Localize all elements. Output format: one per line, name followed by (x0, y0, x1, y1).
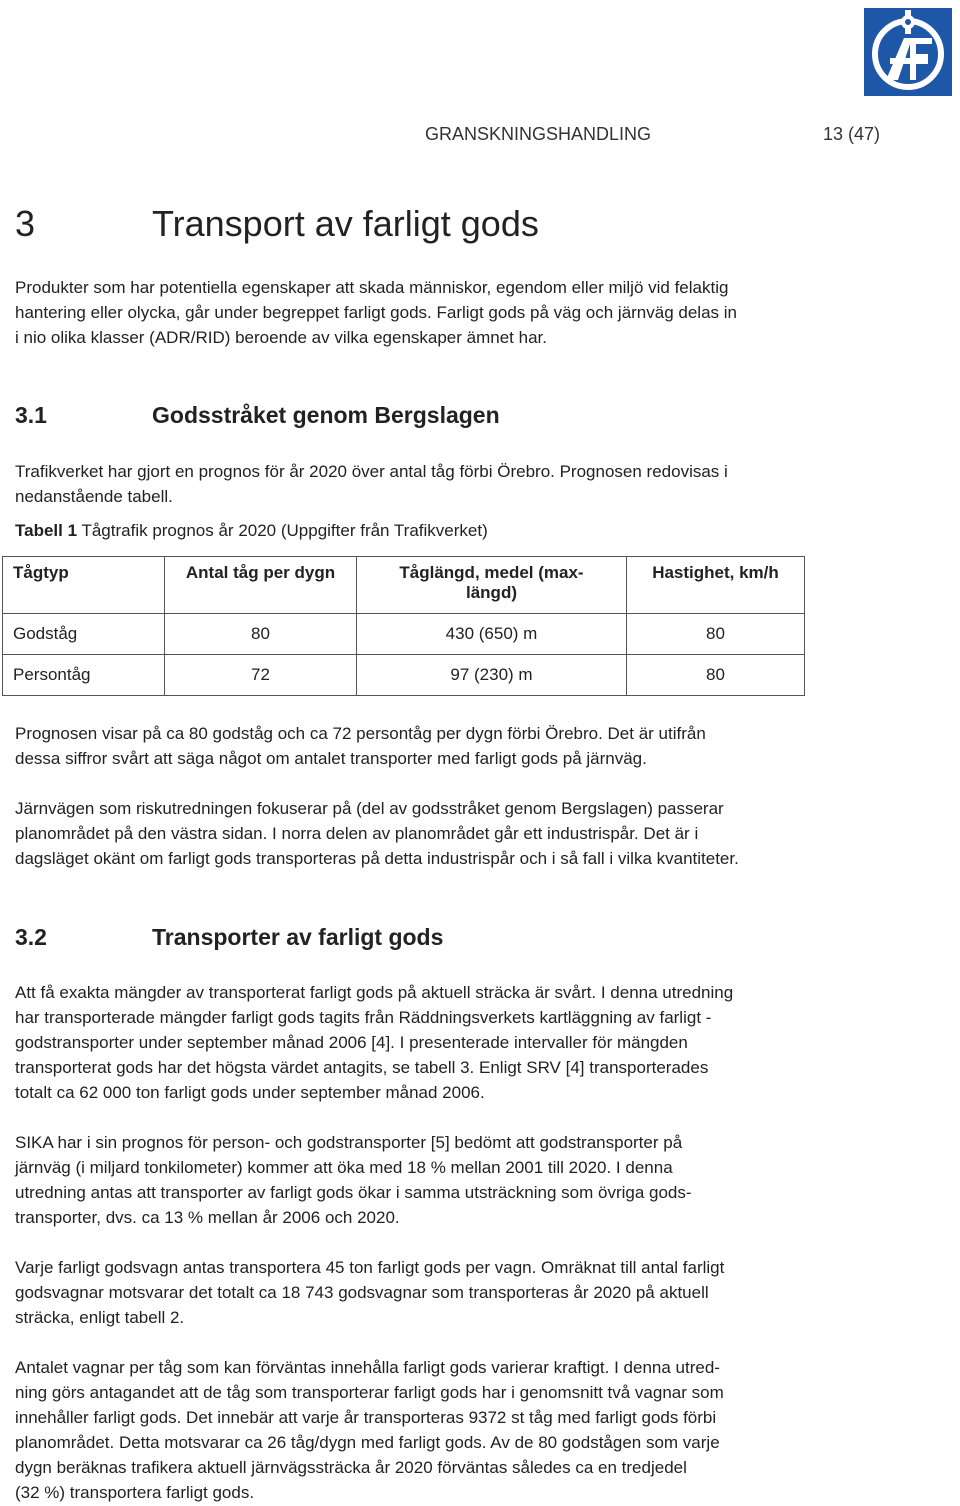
text-line: har transporterade mängder farligt gods tagits från Räddningsverkets kartläggning av farligt - (15, 1008, 712, 1027)
text-line: godsvagnar motsvarar det totalt ca 18 743 godsvagnar som transporteras år 2020 på aktuell (15, 1283, 709, 1302)
header-cell-line: längd) (466, 583, 517, 602)
table-caption-label: Tabell 1 (15, 521, 78, 540)
table-cell: 80 (627, 614, 805, 655)
text-line: Trafikverket har gjort en prognos för år 2020 över antal tåg förbi Örebro. Prognosen redovisas i (15, 462, 728, 481)
text-line: sträcka, enligt tabell 2. (15, 1308, 185, 1327)
document-status: GRANSKNINGSHANDLING (425, 124, 652, 144)
header-cell-line: Tåglängd, medel (max- (399, 563, 584, 582)
table-cell: 80 (627, 655, 805, 696)
text-line: (32 %) transportera farligt gods. (15, 1483, 255, 1502)
text-line: Varje farligt godsvagn antas transportera 45 ton farligt gods per vagn. Omräknat till antal farligt (15, 1258, 725, 1277)
paragraph (15, 1130, 835, 1230)
header-cell (357, 557, 627, 614)
subsection-number: 3.2 (15, 924, 47, 950)
text-line: planområdet på den västra sidan. I norra delen av planområdet går ett industrispår. Det är i (15, 824, 699, 843)
text-line: planområdet. Detta motsvarar ca 26 tåg/dygn med farligt gods. Av de 80 godstågen som varje (15, 1433, 720, 1452)
table-header-row (3, 557, 805, 614)
text-line: nedanstående tabell. (15, 487, 173, 506)
table-cell: 430 (650) m (357, 614, 627, 655)
section-number: 3 (15, 203, 36, 244)
text-line: Järnvägen som riskutredningen fokuserar på (del av godsstråket genom Bergslagen) passerar (15, 799, 724, 818)
subsection-number: 3.1 (15, 402, 47, 428)
intro-paragraph (15, 275, 835, 350)
paragraph (15, 459, 835, 509)
table-cell: Godståg (3, 614, 165, 655)
text-line: transporterat gods har det högsta värdet antagits, se tabell 3. Enligt SRV [4] transporterades (15, 1058, 709, 1077)
table-cell: Persontåg (3, 655, 165, 696)
text-line: Prognosen visar på ca 80 godståg och ca 72 persontåg per dygn förbi Örebro. Det är utifrån (15, 724, 706, 743)
paragraph (15, 1255, 835, 1330)
text-line: Produkter som har potentiella egenskaper att skada människor, egendom eller miljö vid felaktig (15, 278, 729, 297)
text-line: i nio olika klasser (ADR/RID) beroende av vilka egenskaper ämnet har. (15, 328, 547, 347)
text-line: dygn beräknas trafikera aktuell järnvägssträcka år 2020 förväntas således ca en tredjedel (15, 1458, 687, 1477)
train-forecast-table (2, 556, 805, 696)
text-line: dessa siffror svårt att säga något om antalet transporter med farligt gods på järnväg. (15, 749, 647, 768)
paragraph (15, 1355, 835, 1505)
paragraph (15, 721, 835, 771)
table-cell: 80 (165, 614, 357, 655)
afconsult-logo-icon (864, 8, 952, 96)
text-line: järnväg (i miljard tonkilometer) kommer att öka med 18 % mellan 2001 till 2020. I denna (15, 1158, 673, 1177)
text-line: ning görs antagandet att de tåg som transporterar farligt gods har i genomsnitt två vagnar som (15, 1383, 724, 1402)
paragraph (15, 796, 835, 871)
page-title: Transport av farligt gods (152, 203, 539, 244)
table-caption-text: Tågtrafik prognos år 2020 (Uppgifter från Trafikverket) (77, 521, 488, 540)
table-caption (15, 521, 488, 541)
header-cell: Tågtyp (3, 557, 165, 614)
page-number: 13 (47) (823, 124, 881, 144)
subsection-title: Godsstråket genom Bergslagen (152, 402, 500, 428)
text-line: transporter, dvs. ca 13 % mellan år 2006 och 2020. (15, 1208, 400, 1227)
text-line: innehåller farligt gods. Det innebär att varje år transporteras 9372 st tåg med farligt gods förbi (15, 1408, 717, 1427)
text-line: Antalet vagnar per tåg som kan förväntas innehålla farligt gods varierar kraftigt. I denna utred- (15, 1358, 720, 1377)
table-cell: 72 (165, 655, 357, 696)
table-row (3, 614, 805, 655)
header-cell: Hastighet, km/h (627, 557, 805, 614)
table-cell: 97 (230) m (357, 655, 627, 696)
text-line: godstransporter under september månad 2006 [4]. I presenterade intervaller för mängden (15, 1033, 688, 1052)
text-line: hantering eller olycka, går under begreppet farligt gods. Farligt gods på väg och järnväg delas in (15, 303, 737, 322)
header-cell: Antal tåg per dygn (165, 557, 357, 614)
text-line: dagsläget okänt om farligt gods transporteras på detta industrispår och i så fall i vilka kvantiteter. (15, 849, 739, 868)
table-row (3, 655, 805, 696)
text-line: totalt ca 62 000 ton farligt gods under september månad 2006. (15, 1083, 485, 1102)
company-logo (864, 8, 952, 96)
text-line: Att få exakta mängder av transporterat farligt gods på aktuell sträcka är svårt. I denna utredning (15, 983, 734, 1002)
text-line: utredning antas att transporter av farligt gods ökar i samma utsträckning som övriga gods- (15, 1183, 692, 1202)
text-line: SIKA har i sin prognos för person- och godstransporter [5] bedömt att godstransporter på (15, 1133, 683, 1152)
paragraph (15, 980, 835, 1105)
subsection-title: Transporter av farligt gods (152, 924, 444, 950)
